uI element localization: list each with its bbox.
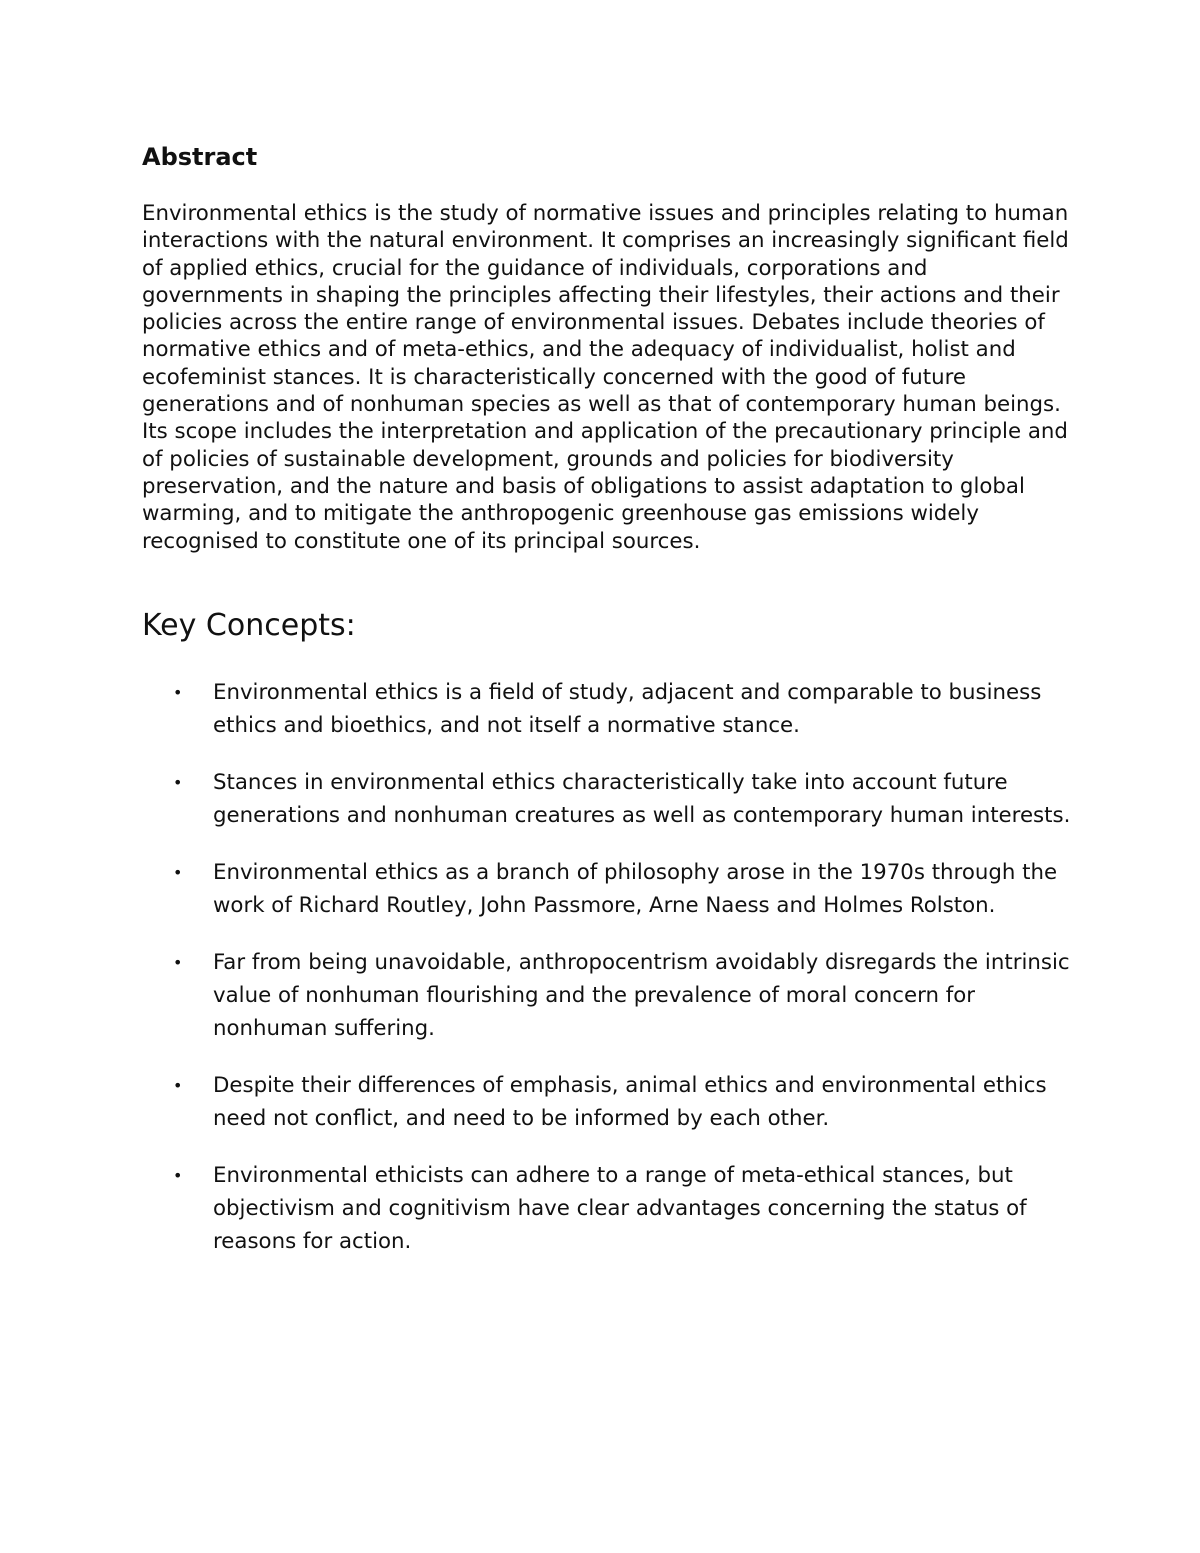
- key-concepts-heading: Key Concepts:: [142, 608, 356, 643]
- list-item-text: Stances in environmental ethics characteristically take into account future generations and nonhuman creatures as well as contemporary human interests.: [213, 770, 1071, 828]
- list-item-text: Despite their differences of emphasis, animal ethics and environmental ethics need not conflict, and need to be informed by each other.: [213, 1073, 1047, 1131]
- key-concepts-list: [142, 676, 1072, 1282]
- bullet-icon: •: [173, 1076, 183, 1095]
- list-item: [142, 1069, 1073, 1135]
- abstract-heading: Abstract: [142, 143, 258, 171]
- list-item-text: Environmental ethics is a field of study, adjacent and comparable to business ethics and bioethics, and not itself a normative stance.: [213, 680, 1042, 738]
- bullet-icon: •: [173, 1166, 183, 1185]
- list-item: [142, 856, 1073, 922]
- list-item: [142, 766, 1073, 832]
- list-item-text: Far from being unavoidable, anthropocentrism avoidably disregards the intrinsic value of nonhuman flourishing and the prevalence of moral concern for nonhuman suffering.: [213, 950, 1070, 1041]
- bullet-icon: •: [173, 863, 183, 882]
- bullet-icon: •: [173, 773, 183, 792]
- abstract-paragraph: Environmental ethics is the study of normative issues and principles relating to human interactions with the natural environment. It comprises an increasingly significant field of applied ethics, crucial for the guidance of individuals, corporations and governments in shaping the principles affecting their lifestyles, their actions and their policies across the entire range of environmental issues. Debates include theories of normative ethics and of meta-ethics, and the adequacy of individualist, holist and ecofeminist stances. It is characteristically concerned with the good of future generations and of nonhuman species as well as that of contemporary human beings. Its scope includes the interpretation and application of the precautionary principle and of policies of sustainable development, grounds and policies for biodiversity preservation, and the nature and basis of obligations to assist adaptation to global warming, and to mitigate the anthropogenic greenhouse gas emissions widely recognised to constitute one of its principal sources.: [142, 201, 1069, 554]
- list-item: [142, 676, 1073, 742]
- list-item-text: Environmental ethicists can adhere to a range of meta-ethical stances, but objectivism and cognitivism have clear advantages concerning the status of reasons for action.: [213, 1163, 1027, 1254]
- bullet-icon: •: [173, 953, 183, 972]
- list-item: [142, 946, 1073, 1045]
- bullet-icon: •: [173, 683, 183, 702]
- list-item: [142, 1159, 1073, 1258]
- list-item-text: Environmental ethics as a branch of philosophy arose in the 1970s through the work of Richard Routley, John Passmore, Arne Naess and Holmes Rolston.: [213, 860, 1058, 918]
